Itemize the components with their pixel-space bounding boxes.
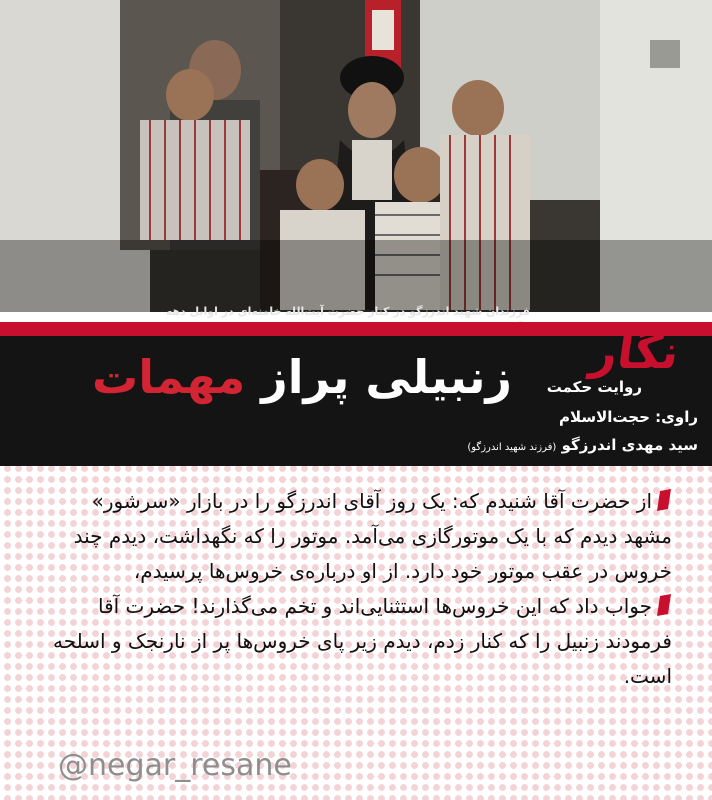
narrator-label: راوی: حجت‌الاسلام xyxy=(558,408,698,426)
title-main: زنبیلی پراز xyxy=(261,350,512,404)
story-text xyxy=(52,484,672,694)
page-title xyxy=(92,350,512,404)
narrator-info xyxy=(467,408,698,454)
logo-brand: نگار xyxy=(587,325,683,379)
paragraph-2 xyxy=(52,589,672,694)
negar-logo xyxy=(522,316,692,400)
narrator-name: سید مهدی اندرزگو xyxy=(561,436,698,454)
title-accent: مهمات xyxy=(92,350,246,404)
narrator-note: (فرزند شهید اندرزگو) xyxy=(467,442,557,453)
social-handle: @negar_resane xyxy=(58,748,292,783)
narrator-line xyxy=(467,436,698,454)
photo-illustration xyxy=(0,0,712,312)
red-bullet-icon xyxy=(656,594,672,616)
photo-caption: فرزندان شهید اندرزگو در کنار حضرت آیت‌الله خامنه‌ای در اوایل دهه xyxy=(165,305,530,318)
paragraph-1 xyxy=(52,484,672,589)
paragraph-1-text: از حضرت آقا شنیدم که: یک روز آقای اندرزگو را در بازار «سرشور» مشهد دیدم که با یک موتورگازی می‌آمد. موتور را که نگهداشت، دیدم چند خروس در عقب موتور خود دارد. از او درباره‌ی خروس‌ها پرسیدم، xyxy=(73,489,672,583)
logo-subtitle: روایت حکمت xyxy=(546,378,642,396)
paragraph-2-text: جواب داد که این خروس‌ها استثنایی‌اند و تخم می‌گذارند! حضرت آقا فرمودند زنبیل را که کنار زدم، دیدم زیر پای خروس‌ها پر از نارنجک و اسلحه است. xyxy=(52,594,672,688)
logo-graphic xyxy=(522,316,692,400)
historical-photo xyxy=(0,0,712,318)
red-bullet-icon xyxy=(656,489,672,511)
